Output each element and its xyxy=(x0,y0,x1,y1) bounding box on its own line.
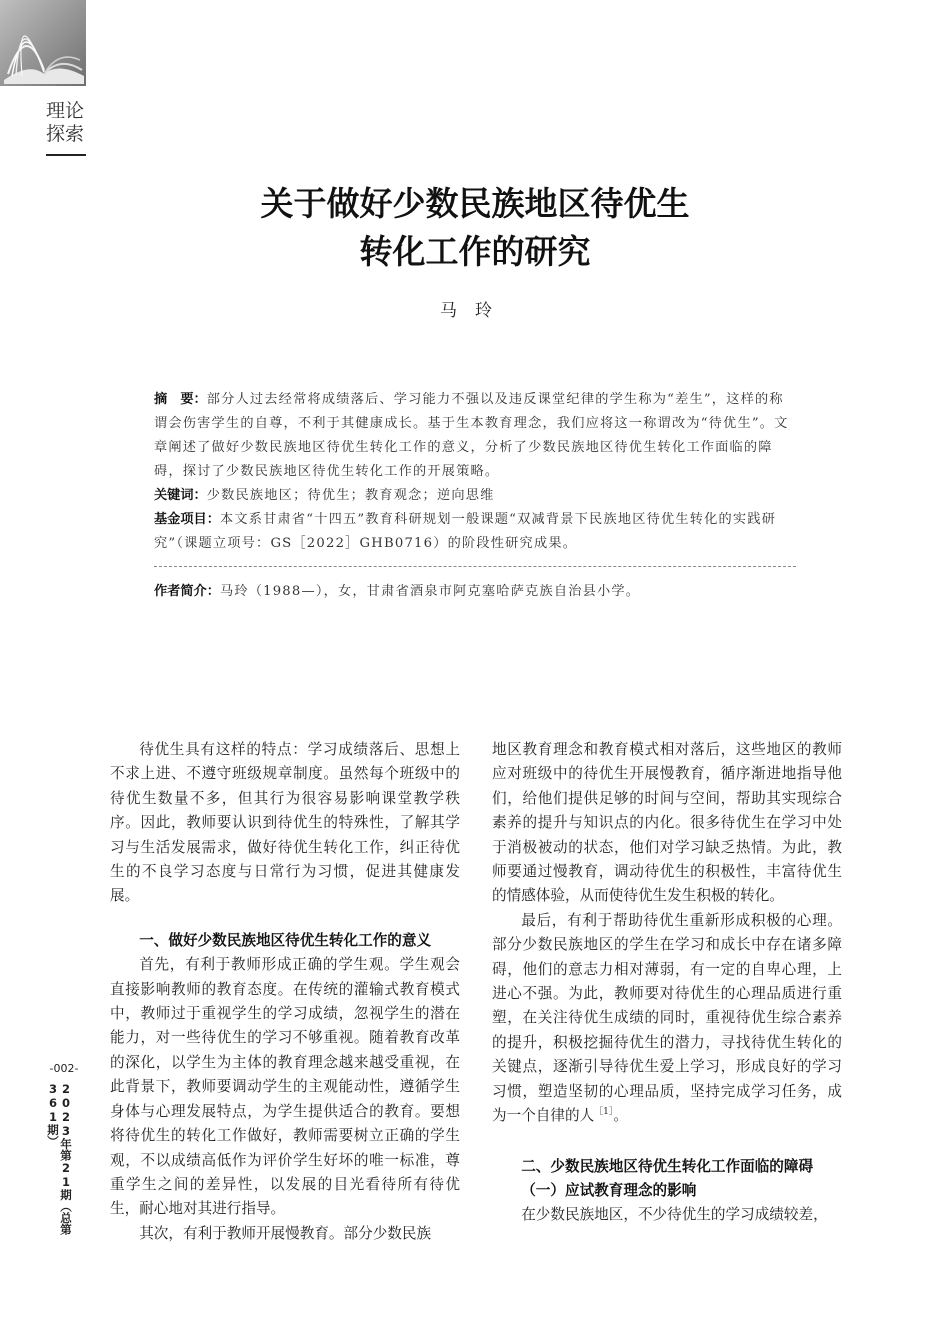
body-column-right xyxy=(492,738,842,1228)
paragraph-slow-education-start: 其次，有利于教师开展慢教育。部分少数民族 xyxy=(139,1224,432,1242)
paragraph-student-view: 首先，有利于教师形成正确的学生观。学生观会直接影响教师的教育态度。在传统的灌输式教育模式中，教师过于重视学生的学习成绩，忽视学生的潜在能力，对一些待优生的学习不够重视。随着教育改革的深化，以学生为主体的教育理念越来越受重视，在此背景下，教师要调动学生的主观能动性，遵循学生身体与心理发展特点，为学生提供适合的教育。要想将待优生的转化工作做好，教师需要树立正确的学生观，不以成绩高低作为评价学生好坏的唯一标准，尊重学生之间的差异性，以发展的目光看待所有待优生，耐心地对其进行指导。 xyxy=(110,956,460,1218)
issue-info: 2023年第21期（总第361期） xyxy=(46,1082,73,1235)
psychology-end: 。 xyxy=(613,1107,629,1125)
heading-obstacles: 二、少数民族地区待优生转化工作面临的障碍 xyxy=(521,1157,814,1175)
paragraph-exam-start: 在少数民族地区，不少待优生的学习成绩较差， xyxy=(521,1206,828,1224)
title-line2: 转化工作的研究 xyxy=(359,232,591,271)
section-tag-line1: 理论 xyxy=(46,100,85,122)
author-intro xyxy=(154,580,796,604)
author-name: 马玲 xyxy=(440,301,510,321)
intro-paragraph: 待优生具有这样的特点：学习成绩落后、思想上不求上进、不遵守班级规章制度。虽然每个班级中的待优生数量不多，但其行为很容易影响课堂教学秩序。因此，教师要认识到待优生的特殊性，了解其学习与生活发展需求，做好待优生转化工作，纠正待优生的不良学习态度与日常行为习惯，促进其健康发展。 xyxy=(110,741,460,905)
citation-ref: ［1］ xyxy=(594,1107,614,1118)
paragraph-psychology xyxy=(492,909,842,1129)
title-line1: 关于做好少数民族地区待优生 xyxy=(260,184,690,223)
abstract-paragraph xyxy=(154,388,796,484)
keywords-label: 关键词： xyxy=(154,488,207,503)
section-tag-line2: 探索 xyxy=(46,123,85,145)
subheading-exam-oriented: （一）应试教育理念的影响 xyxy=(521,1181,697,1199)
paragraph-slow-education-cont: 地区教育理念和教育模式相对落后，这些地区的教师应对班级中的待优生开展慢教育，循序渐进地指导他们，给他们提供足够的时间与空间，帮助其实现综合素养的提升与知识点的内化。很多待优生在学习中处于消极被动的状态，他们对学习缺乏热情。为此，教师要通过慢教育，调动待优生的积极性，丰富待优生的情感体验，从而使待优生发生积极的转化。 xyxy=(492,741,842,905)
open-book-icon xyxy=(0,0,86,86)
fund-label: 基金项目： xyxy=(154,512,220,527)
abstract-text: 部分人过去经常将成绩落后、学习能力不强以及违反课堂纪律的学生称为“差生”，这样的称谓会伤害学生的自尊，不利于其健康成长。基于生本教育理念，我们应将这一称谓改为“待优生”。文章阐述了做好少数民族地区待优生转化工作的意义，分析了少数民族地区待优生转化工作面临的障碍，探讨了少数民族地区待优生转化工作的开展策略。 xyxy=(154,392,789,479)
fund-text: 本文系甘肃省“十四五”教育科研规划一般课题“双减背景下民族地区待优生转化的实践研究”（课题立项号：GS［2022］GHB0716）的阶段性研究成果。 xyxy=(154,512,777,551)
heading-significance: 一、做好少数民族地区待优生转化工作的意义 xyxy=(139,931,432,949)
section-tag-rule xyxy=(46,154,86,156)
fund-paragraph xyxy=(154,508,796,556)
author-intro-text: 马玲（1988—），女，甘肃省酒泉市阿克塞哈萨克族自治县小学。 xyxy=(219,584,641,599)
dashed-divider xyxy=(154,566,796,567)
keywords-text: 少数民族地区；待优生；教育观念；逆向思维 xyxy=(206,488,495,503)
body-column-left xyxy=(110,738,460,1246)
abstract-label: 摘 要： xyxy=(154,392,207,407)
keywords-paragraph xyxy=(154,484,796,508)
psychology-text: 最后，有利于帮助待优生重新形成积极的心理。部分少数民族地区的学生在学习和成长中存在诸多障碍，他们的意志力相对薄弱，有一定的自卑心理，上进心不强。为此，教师要对待优生的心理品质进行重塑，在关注待优生成绩的同时，重视待优生综合素养的提升，积极挖掘待优生的潜力，寻找待优生转化的关键点，逐渐引导待优生爱上学习，形成良好的学习习惯，塑造坚韧的心理品质，坚持完成学习任务，成为一个自律的人 xyxy=(492,911,842,1125)
page-number: -002- xyxy=(49,1062,79,1075)
corner-book-image xyxy=(0,0,86,86)
author-intro-label: 作者简介： xyxy=(154,584,220,599)
section-tag xyxy=(46,100,86,146)
abstract-block xyxy=(154,388,796,556)
article-title xyxy=(0,180,950,276)
